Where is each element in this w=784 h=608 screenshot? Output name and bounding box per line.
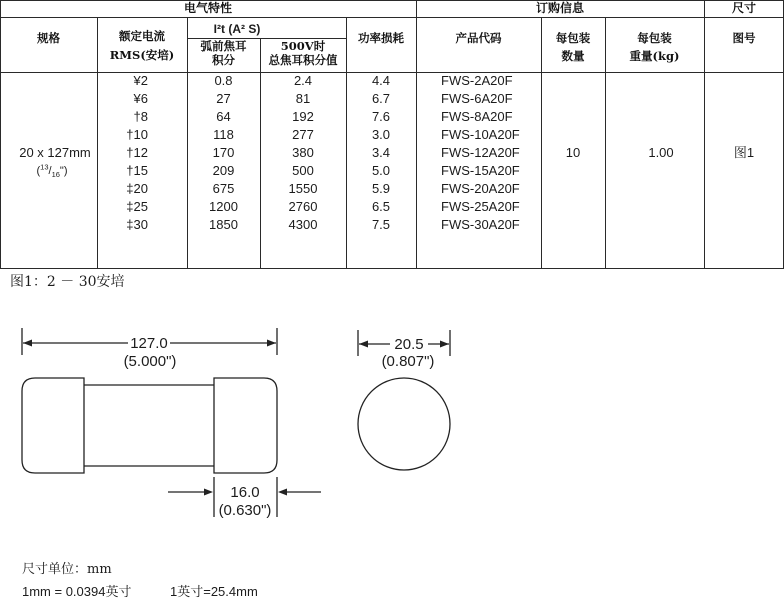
product-code: FWS-15A20F [441,163,520,178]
product-code: FWS-6A20F [441,91,513,106]
product-code: FWS-25A20F [441,199,520,214]
prearc-i2t: 0.8 [214,73,233,88]
length-inch-label: (5.000") [123,353,177,370]
table-row [0,72,784,90]
power-loss: 7.5 [371,217,391,232]
rated-current: †12 [126,145,148,160]
length-mm-label: 127.0 [130,335,168,352]
column-header-spec: 规格 [37,31,60,45]
column-header-pack-weight-line2: 重量(kg) [629,49,680,63]
column-header-pack-qty-line2: 数量 [561,49,585,63]
fuse-end-cap-left [22,378,84,473]
group-header-electrical: 电气特性 [183,1,232,15]
power-loss: 6.5 [371,199,391,214]
column-header-power-loss: 功率损耗 [358,31,404,45]
prearc-i2t: 1200 [209,199,238,214]
table-row [0,144,784,162]
prearc-i2t: 118 [213,127,234,142]
arrowhead [267,340,276,347]
fraction-open: ( [36,165,41,177]
table-row [0,108,784,126]
column-header-total: 500V时 [280,39,326,53]
product-code: FWS-2A20F [441,73,513,88]
column-header-rated-current: 额定电流 [119,29,165,43]
arrowhead [204,489,213,496]
power-loss: 5.0 [371,163,391,178]
column-header-prearc: 弧前焦耳 [200,39,247,53]
total-i2t: 192 [292,109,314,124]
table-row [0,198,784,216]
total-i2t: 500 [292,163,314,178]
power-loss: 7.6 [371,109,391,124]
column-header-figure: 图号 [732,31,756,45]
fraction-numerator: 13 [40,162,49,172]
pack-weight-value: 1.00 [648,145,674,160]
fuse-end-view [358,378,450,470]
prearc-i2t: 170 [212,145,235,160]
conversion-note-inch: 1英寸=25.4mm [170,584,258,599]
figure-value: 图1 [733,145,755,160]
prearc-i2t: 1850 [209,217,238,232]
conversion-note-mm: 1mm = 0.0394英寸 [22,584,132,599]
total-i2t: 380 [292,145,314,160]
fraction-separator: / [48,165,52,177]
diameter-inch-label: (0.807") [381,353,435,370]
unit-note: 尺寸单位：mm [22,562,112,577]
power-loss: 3.0 [371,127,391,142]
rated-current: †10 [126,127,148,142]
rated-current: †15 [126,163,148,178]
group-header-ordering: 订购信息 [535,1,584,15]
product-code: FWS-12A20F [441,145,520,160]
diameter-mm-label: 20.5 [394,336,424,353]
arrowhead [23,340,32,347]
product-code: FWS-10A20F [441,127,520,142]
table-row [0,126,784,144]
table-row [0,216,784,234]
rated-current: ¥2 [133,73,148,88]
spec-size: 20 x 127mm [19,145,91,160]
pack-qty-value: 10 [565,145,581,160]
arrowhead [359,341,368,348]
column-header-prearc-line2: 积分 [212,53,235,67]
column-header-total-line2: 总焦耳积分值 [268,53,338,67]
power-loss: 4.4 [371,73,391,88]
table-row [0,162,784,180]
cap-length-inch-label: (0.630") [218,502,272,519]
arrowhead [278,489,287,496]
table-rule [0,268,784,269]
prearc-i2t: 64 [216,109,231,124]
power-loss: 6.7 [371,91,391,106]
fuse-end-cap-right [214,378,277,473]
figure-caption: 图1：2 － 30安培 [10,274,125,290]
total-i2t: 81 [295,91,311,106]
arrowhead [440,341,449,348]
power-loss: 5.9 [371,181,391,196]
column-header-i2t: I²t (A² S) [213,22,261,36]
fraction-close: ") [59,165,68,177]
table-rule [0,17,784,18]
total-i2t: 4300 [288,217,318,232]
column-header-rated-current-unit: RMS(安培) [109,48,175,62]
product-code: FWS-8A20F [441,109,513,124]
total-i2t: 277 [292,127,314,142]
rated-current: ‡20 [126,181,148,196]
product-code: FWS-20A20F [441,181,520,196]
spec-table [0,0,784,270]
prearc-i2t: 27 [216,91,231,106]
table-row [0,180,784,198]
fraction-denominator: 16 [51,170,60,180]
group-header-dimensions: 尺寸 [731,1,756,15]
prearc-i2t: 675 [212,181,235,196]
column-header-product-code: 产品代码 [455,31,502,45]
total-i2t: 2.4 [293,73,313,88]
rated-current: ¥6 [133,91,148,106]
product-code: FWS-30A20F [441,217,520,232]
total-i2t: 1550 [288,181,318,196]
power-loss: 3.4 [371,145,391,160]
column-header-pack-qty: 每包装 [555,31,591,45]
cap-length-mm-label: 16.0 [230,484,260,501]
table-row [0,90,784,108]
rated-current: ‡30 [126,217,148,232]
column-header-pack-weight: 每包装 [637,31,672,45]
total-i2t: 2760 [288,199,318,214]
prearc-i2t: 209 [212,163,235,178]
rated-current: †8 [133,109,148,124]
rated-current: ‡25 [126,199,148,214]
